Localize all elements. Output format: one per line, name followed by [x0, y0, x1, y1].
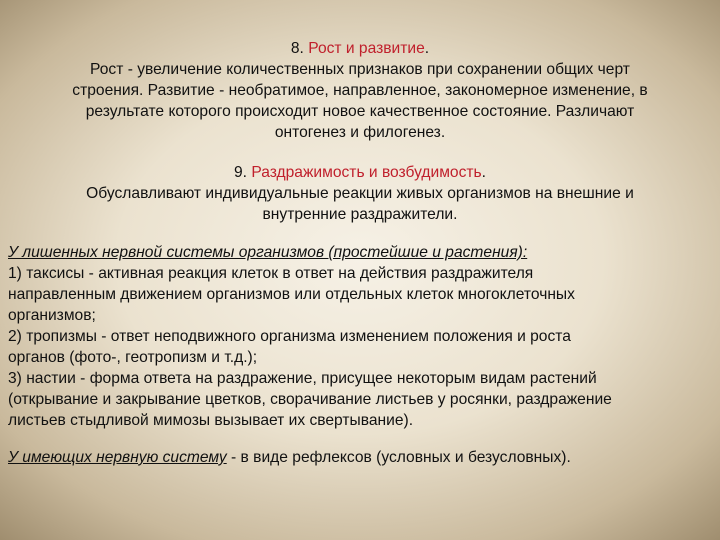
- text-line: органов (фото-, геотропизм и т.д.);: [8, 349, 258, 366]
- text-line: результате которого происходит новое качественное состояние. Различают: [85, 103, 635, 120]
- section-irritability: [0, 162, 720, 225]
- title-period: .: [481, 164, 487, 181]
- text-line: направленным движением организмов или отдельных клеток многоклеточных: [8, 286, 575, 303]
- title-period: .: [424, 40, 430, 57]
- section-growth-heading: [0, 38, 720, 59]
- section-with-nervous-system: [8, 447, 714, 468]
- section-title: Раздражимость и возбудимость: [251, 164, 482, 181]
- text-line: 1) таксисы - активная реакция клеток в ответ на действия раздражителя: [8, 265, 534, 282]
- text-line: строения. Развитие - необратимое, направленное, закономерное изменение, в: [72, 82, 648, 99]
- section-growth: [0, 38, 720, 143]
- text-line: Обуславливают индивидуальные реакции живых организмов на внешние и: [86, 185, 634, 202]
- text-line: (открывание и закрывание цветков, сворачивание листьев у росянки, раздражение: [8, 391, 612, 408]
- section-title: Рост и развитие: [308, 40, 425, 57]
- text-line: листьев стыдливой мимозы вызывает их свертывание).: [8, 412, 414, 429]
- section-irritability-heading: [0, 162, 720, 183]
- subheading-no-nervous-system: У лишенных нервной системы организмов (простейшие и растения):: [8, 244, 528, 261]
- text-line: организмов;: [8, 307, 96, 324]
- subheading-with-nervous-system: У имеющих нервную систему: [8, 449, 227, 466]
- text-line: внутренние раздражители.: [262, 206, 458, 223]
- section-no-nervous-system: [8, 242, 714, 431]
- section-with-nervous-system-line: [8, 447, 714, 468]
- text-line: Рост - увеличение количественных признаков при сохранении общих черт: [90, 61, 630, 78]
- text-line: 2) тропизмы - ответ неподвижного организма изменением положения и роста: [8, 328, 571, 345]
- text-line: онтогенез и филогенез.: [274, 124, 446, 141]
- section-number: 8.: [290, 40, 304, 57]
- text-line: 3) настии - форма ответа на раздражение, присущее некоторым видам растений: [8, 370, 597, 387]
- text-line: - в виде рефлексов (условных и безусловных).: [226, 449, 571, 466]
- section-number: 9.: [233, 164, 247, 181]
